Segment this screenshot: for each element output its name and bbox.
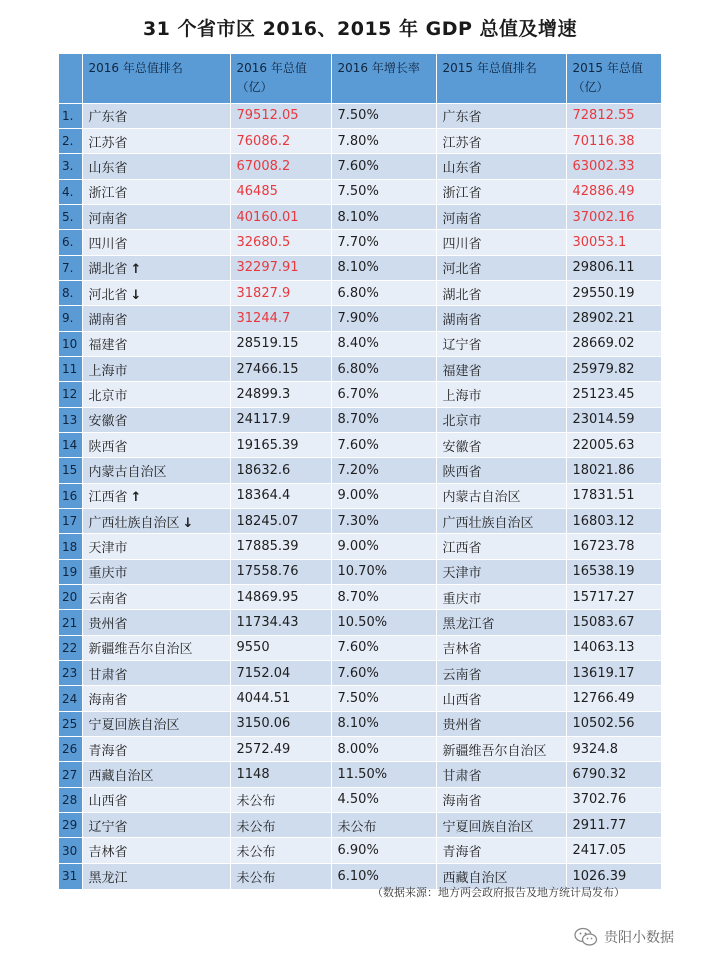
- province-2015: 上海市: [436, 382, 566, 407]
- value-2016: 未公布: [230, 787, 331, 812]
- province-2015: 云南省: [436, 661, 566, 686]
- header-value-2015: 2015 年总值（亿）: [566, 54, 661, 103]
- row-index: 9.: [59, 306, 82, 331]
- value-2016: 24117.9: [230, 407, 331, 432]
- province-2015: 天津市: [436, 559, 566, 584]
- value-2015: 16803.12: [566, 509, 661, 534]
- province-2016-name: 河南省: [88, 211, 128, 227]
- row-index: 12: [59, 382, 82, 407]
- province-2016: [82, 154, 230, 179]
- growth-2016: 7.50%: [331, 179, 436, 204]
- header-growth-2016: 2016 年增长率: [331, 54, 436, 103]
- table-row: [59, 787, 661, 812]
- province-2016: [82, 787, 230, 812]
- value-2015: 37002.16: [566, 204, 661, 229]
- growth-2016: 7.70%: [331, 230, 436, 255]
- value-2015: 12766.49: [566, 686, 661, 711]
- row-index: 6.: [59, 230, 82, 255]
- value-2016: 79512.05: [230, 103, 331, 128]
- table-body: [59, 103, 661, 889]
- province-2016-name: 江西省: [88, 490, 128, 506]
- province-2016-name: 安徽省: [88, 414, 128, 430]
- row-index: 3.: [59, 154, 82, 179]
- growth-2016: 7.60%: [331, 154, 436, 179]
- value-2016: 未公布: [230, 863, 331, 888]
- growth-2016: 11.50%: [331, 762, 436, 787]
- growth-2016: 8.10%: [331, 204, 436, 229]
- table-row: [59, 585, 661, 610]
- value-2016: 3150.06: [230, 711, 331, 736]
- table-row: [59, 635, 661, 660]
- province-2016: [82, 432, 230, 457]
- province-2015: 内蒙古自治区: [436, 483, 566, 508]
- row-index: 30: [59, 838, 82, 863]
- province-2015: 北京市: [436, 407, 566, 432]
- province-2015: 湖北省: [436, 280, 566, 305]
- province-2016: [82, 661, 230, 686]
- value-2016: 未公布: [230, 813, 331, 838]
- growth-2016: 7.60%: [331, 661, 436, 686]
- row-index: 26: [59, 737, 82, 762]
- province-2015: 重庆市: [436, 585, 566, 610]
- province-2016: [82, 635, 230, 660]
- province-2015: 河南省: [436, 204, 566, 229]
- row-index: 24: [59, 686, 82, 711]
- province-2016-name: 青海省: [88, 743, 128, 759]
- table-row: [59, 838, 661, 863]
- province-2015: 广西壮族自治区: [436, 509, 566, 534]
- growth-2016: 8.70%: [331, 407, 436, 432]
- province-2016-name: 河北省: [88, 287, 128, 303]
- value-2016: 76086.2: [230, 128, 331, 153]
- table-row: [59, 331, 661, 356]
- growth-2016: 未公布: [331, 813, 436, 838]
- row-index: 7.: [59, 255, 82, 280]
- province-2015: 山西省: [436, 686, 566, 711]
- value-2015: 29806.11: [566, 255, 661, 280]
- growth-2016: 8.10%: [331, 711, 436, 736]
- growth-2016: 10.50%: [331, 610, 436, 635]
- value-2015: 25979.82: [566, 356, 661, 381]
- value-2015: 10502.56: [566, 711, 661, 736]
- province-2015: 山东省: [436, 154, 566, 179]
- table-row: [59, 179, 661, 204]
- province-2015: 辽宁省: [436, 331, 566, 356]
- value-2015: 63002.33: [566, 154, 661, 179]
- province-2016: [82, 382, 230, 407]
- growth-2016: 8.00%: [331, 737, 436, 762]
- province-2016: [82, 458, 230, 483]
- province-2016-name: 福建省: [88, 338, 128, 354]
- value-2016: 46485: [230, 179, 331, 204]
- growth-2016: 9.00%: [331, 534, 436, 559]
- arrow-down-icon: ↓: [182, 515, 194, 531]
- table-header: [59, 54, 661, 103]
- row-index: 5.: [59, 204, 82, 229]
- province-2016-name: 辽宁省: [88, 819, 128, 835]
- table-row: [59, 483, 661, 508]
- value-2016: 9550: [230, 635, 331, 660]
- value-2015: 13619.17: [566, 661, 661, 686]
- value-2016: 27466.15: [230, 356, 331, 381]
- row-index: 23: [59, 661, 82, 686]
- wechat-icon: [574, 927, 598, 947]
- province-2015: 四川省: [436, 230, 566, 255]
- row-index: 16: [59, 483, 82, 508]
- value-2015: 1026.39: [566, 863, 661, 888]
- province-2016: [82, 711, 230, 736]
- table-row: [59, 407, 661, 432]
- province-2016-name: 广西壮族自治区: [88, 515, 180, 531]
- province-2015: 陕西省: [436, 458, 566, 483]
- value-2016: 17558.76: [230, 559, 331, 584]
- value-2016: 11734.43: [230, 610, 331, 635]
- row-index: 25: [59, 711, 82, 736]
- province-2016-name: 江苏省: [88, 135, 128, 151]
- row-index: 2.: [59, 128, 82, 153]
- province-2016: [82, 483, 230, 508]
- table-row: [59, 128, 661, 153]
- growth-2016: 7.50%: [331, 103, 436, 128]
- growth-2016: 7.60%: [331, 635, 436, 660]
- value-2015: 2417.05: [566, 838, 661, 863]
- province-2016: [82, 306, 230, 331]
- table-row: [59, 204, 661, 229]
- province-2016-name: 湖南省: [88, 312, 128, 328]
- growth-2016: 8.10%: [331, 255, 436, 280]
- value-2016: 31827.9: [230, 280, 331, 305]
- province-2015: 浙江省: [436, 179, 566, 204]
- row-index: 15: [59, 458, 82, 483]
- table-row: [59, 154, 661, 179]
- value-2016: 31244.7: [230, 306, 331, 331]
- growth-2016: 8.40%: [331, 331, 436, 356]
- province-2016-name: 陕西省: [88, 439, 128, 455]
- province-2016-name: 山东省: [88, 160, 128, 176]
- province-2016-name: 新疆维吾尔自治区: [88, 642, 193, 658]
- growth-2016: 6.70%: [331, 382, 436, 407]
- table-row: [59, 255, 661, 280]
- province-2015: 广东省: [436, 103, 566, 128]
- header-value-2016: 2016 年总值（亿）: [230, 54, 331, 103]
- growth-2016: 6.10%: [331, 863, 436, 888]
- growth-2016: 7.60%: [331, 432, 436, 457]
- province-2016: [82, 559, 230, 584]
- value-2016: 67008.2: [230, 154, 331, 179]
- table-row: [59, 661, 661, 686]
- province-2015: 甘肃省: [436, 762, 566, 787]
- header-index: [59, 54, 82, 103]
- table-row: [59, 686, 661, 711]
- table-row: [59, 737, 661, 762]
- row-index: 31: [59, 863, 82, 888]
- province-2015: 湖南省: [436, 306, 566, 331]
- growth-2016: 7.90%: [331, 306, 436, 331]
- value-2016: 2572.49: [230, 737, 331, 762]
- province-2016-name: 上海市: [88, 363, 128, 379]
- row-index: 21: [59, 610, 82, 635]
- province-2016-name: 山西省: [88, 794, 128, 810]
- table-row: [59, 356, 661, 381]
- province-2016-name: 湖北省: [88, 262, 128, 278]
- province-2016: [82, 610, 230, 635]
- table-row: [59, 762, 661, 787]
- province-2016-name: 重庆市: [88, 566, 128, 582]
- watermark: [574, 925, 674, 949]
- growth-2016: 7.80%: [331, 128, 436, 153]
- value-2016: 未公布: [230, 838, 331, 863]
- province-2016-name: 云南省: [88, 591, 128, 607]
- row-index: 14: [59, 432, 82, 457]
- gdp-table: [59, 54, 661, 889]
- row-index: 4.: [59, 179, 82, 204]
- table-row: [59, 432, 661, 457]
- value-2016: 18364.4: [230, 483, 331, 508]
- growth-2016: 4.50%: [331, 787, 436, 812]
- table-row: [59, 458, 661, 483]
- row-index: 11: [59, 356, 82, 381]
- province-2016: [82, 230, 230, 255]
- value-2015: 25123.45: [566, 382, 661, 407]
- value-2015: 22005.63: [566, 432, 661, 457]
- province-2015: 海南省: [436, 787, 566, 812]
- province-2015: 江西省: [436, 534, 566, 559]
- value-2016: 7152.04: [230, 661, 331, 686]
- province-2016: [82, 255, 230, 280]
- province-2016: [82, 179, 230, 204]
- row-index: 10: [59, 331, 82, 356]
- province-2015: 宁夏回族自治区: [436, 813, 566, 838]
- province-2016-name: 内蒙古自治区: [88, 464, 167, 480]
- province-2016-name: 黑龙江: [88, 870, 128, 886]
- province-2016: [82, 585, 230, 610]
- province-2016: [82, 280, 230, 305]
- province-2015: 黑龙江省: [436, 610, 566, 635]
- value-2015: 2911.77: [566, 813, 661, 838]
- table-row: [59, 534, 661, 559]
- table-row: [59, 711, 661, 736]
- header-rank-2015: 2015 年总值排名: [436, 54, 566, 103]
- value-2015: 23014.59: [566, 407, 661, 432]
- province-2016-name: 宁夏回族自治区: [88, 718, 180, 734]
- province-2015: 青海省: [436, 838, 566, 863]
- value-2016: 1148: [230, 762, 331, 787]
- table-row: [59, 230, 661, 255]
- watermark-text: 贵阳小数据: [604, 930, 674, 946]
- row-index: 29: [59, 813, 82, 838]
- growth-2016: 7.50%: [331, 686, 436, 711]
- province-2016-name: 天津市: [88, 541, 128, 557]
- table-row: [59, 103, 661, 128]
- province-2016: [82, 128, 230, 153]
- province-2016: [82, 407, 230, 432]
- province-2016: [82, 356, 230, 381]
- value-2015: 29550.19: [566, 280, 661, 305]
- value-2016: 4044.51: [230, 686, 331, 711]
- table-row: [59, 306, 661, 331]
- value-2016: 32680.5: [230, 230, 331, 255]
- value-2015: 70116.38: [566, 128, 661, 153]
- value-2015: 16723.78: [566, 534, 661, 559]
- row-index: 20: [59, 585, 82, 610]
- value-2016: 14869.95: [230, 585, 331, 610]
- value-2016: 18632.6: [230, 458, 331, 483]
- growth-2016: 10.70%: [331, 559, 436, 584]
- value-2015: 9324.8: [566, 737, 661, 762]
- table-row: [59, 559, 661, 584]
- growth-2016: 7.20%: [331, 458, 436, 483]
- province-2016: [82, 509, 230, 534]
- province-2016: [82, 737, 230, 762]
- province-2015: 福建省: [436, 356, 566, 381]
- province-2016-name: 浙江省: [88, 186, 128, 202]
- row-index: 17: [59, 509, 82, 534]
- value-2016: 18245.07: [230, 509, 331, 534]
- value-2015: 16538.19: [566, 559, 661, 584]
- value-2015: 17831.51: [566, 483, 661, 508]
- province-2015: 贵州省: [436, 711, 566, 736]
- value-2015: 6790.32: [566, 762, 661, 787]
- value-2015: 15717.27: [566, 585, 661, 610]
- growth-2016: 6.80%: [331, 280, 436, 305]
- value-2015: 28902.21: [566, 306, 661, 331]
- province-2016-name: 贵州省: [88, 617, 128, 633]
- value-2016: 17885.39: [230, 534, 331, 559]
- growth-2016: 8.70%: [331, 585, 436, 610]
- province-2016: [82, 838, 230, 863]
- value-2016: 40160.01: [230, 204, 331, 229]
- value-2016: 32297.91: [230, 255, 331, 280]
- row-index: 28: [59, 787, 82, 812]
- header-rank-2016: 2016 年总值排名: [82, 54, 230, 103]
- province-2016: [82, 534, 230, 559]
- table-row: [59, 280, 661, 305]
- page-title: 31 个省市区 2016、2015 年 GDP 总值及增速: [142, 18, 578, 40]
- growth-2016: 7.30%: [331, 509, 436, 534]
- province-2016-name: 四川省: [88, 236, 128, 252]
- province-2015: 安徽省: [436, 432, 566, 457]
- growth-2016: 9.00%: [331, 483, 436, 508]
- source-note: （数据来源：地方两会政府报告及地方统计局发布）: [372, 886, 625, 899]
- arrow-down-icon: ↓: [130, 287, 142, 303]
- arrow-up-icon: ↑: [130, 262, 142, 278]
- province-2016: [82, 863, 230, 888]
- value-2015: 28669.02: [566, 331, 661, 356]
- province-2016: [82, 686, 230, 711]
- value-2015: 42886.49: [566, 179, 661, 204]
- value-2016: 28519.15: [230, 331, 331, 356]
- row-index: 18: [59, 534, 82, 559]
- province-2016-name: 海南省: [88, 693, 128, 709]
- row-index: 1.: [59, 103, 82, 128]
- province-2015: 西藏自治区: [436, 863, 566, 888]
- value-2015: 72812.55: [566, 103, 661, 128]
- table-row: [59, 610, 661, 635]
- value-2015: 18021.86: [566, 458, 661, 483]
- value-2015: 3702.76: [566, 787, 661, 812]
- province-2015: 吉林省: [436, 635, 566, 660]
- province-2016-name: 西藏自治区: [88, 769, 154, 785]
- province-2016: [82, 813, 230, 838]
- province-2016: [82, 103, 230, 128]
- province-2016: [82, 762, 230, 787]
- province-2016: [82, 331, 230, 356]
- table-row: [59, 509, 661, 534]
- value-2015: 15083.67: [566, 610, 661, 635]
- province-2015: 新疆维吾尔自治区: [436, 737, 566, 762]
- arrow-up-icon: ↑: [130, 490, 142, 506]
- row-index: 8.: [59, 280, 82, 305]
- growth-2016: 6.80%: [331, 356, 436, 381]
- province-2016-name: 吉林省: [88, 845, 128, 861]
- table-row: [59, 382, 661, 407]
- province-2016-name: 广东省: [88, 110, 128, 126]
- table-row: [59, 813, 661, 838]
- province-2016-name: 北京市: [88, 388, 128, 404]
- province-2016: [82, 204, 230, 229]
- value-2015: 14063.13: [566, 635, 661, 660]
- value-2015: 30053.1: [566, 230, 661, 255]
- row-index: 13: [59, 407, 82, 432]
- value-2016: 24899.3: [230, 382, 331, 407]
- growth-2016: 6.90%: [331, 838, 436, 863]
- row-index: 22: [59, 635, 82, 660]
- row-index: 27: [59, 762, 82, 787]
- value-2016: 19165.39: [230, 432, 331, 457]
- province-2016-name: 甘肃省: [88, 667, 128, 683]
- province-2015: 江苏省: [436, 128, 566, 153]
- province-2015: 河北省: [436, 255, 566, 280]
- row-index: 19: [59, 559, 82, 584]
